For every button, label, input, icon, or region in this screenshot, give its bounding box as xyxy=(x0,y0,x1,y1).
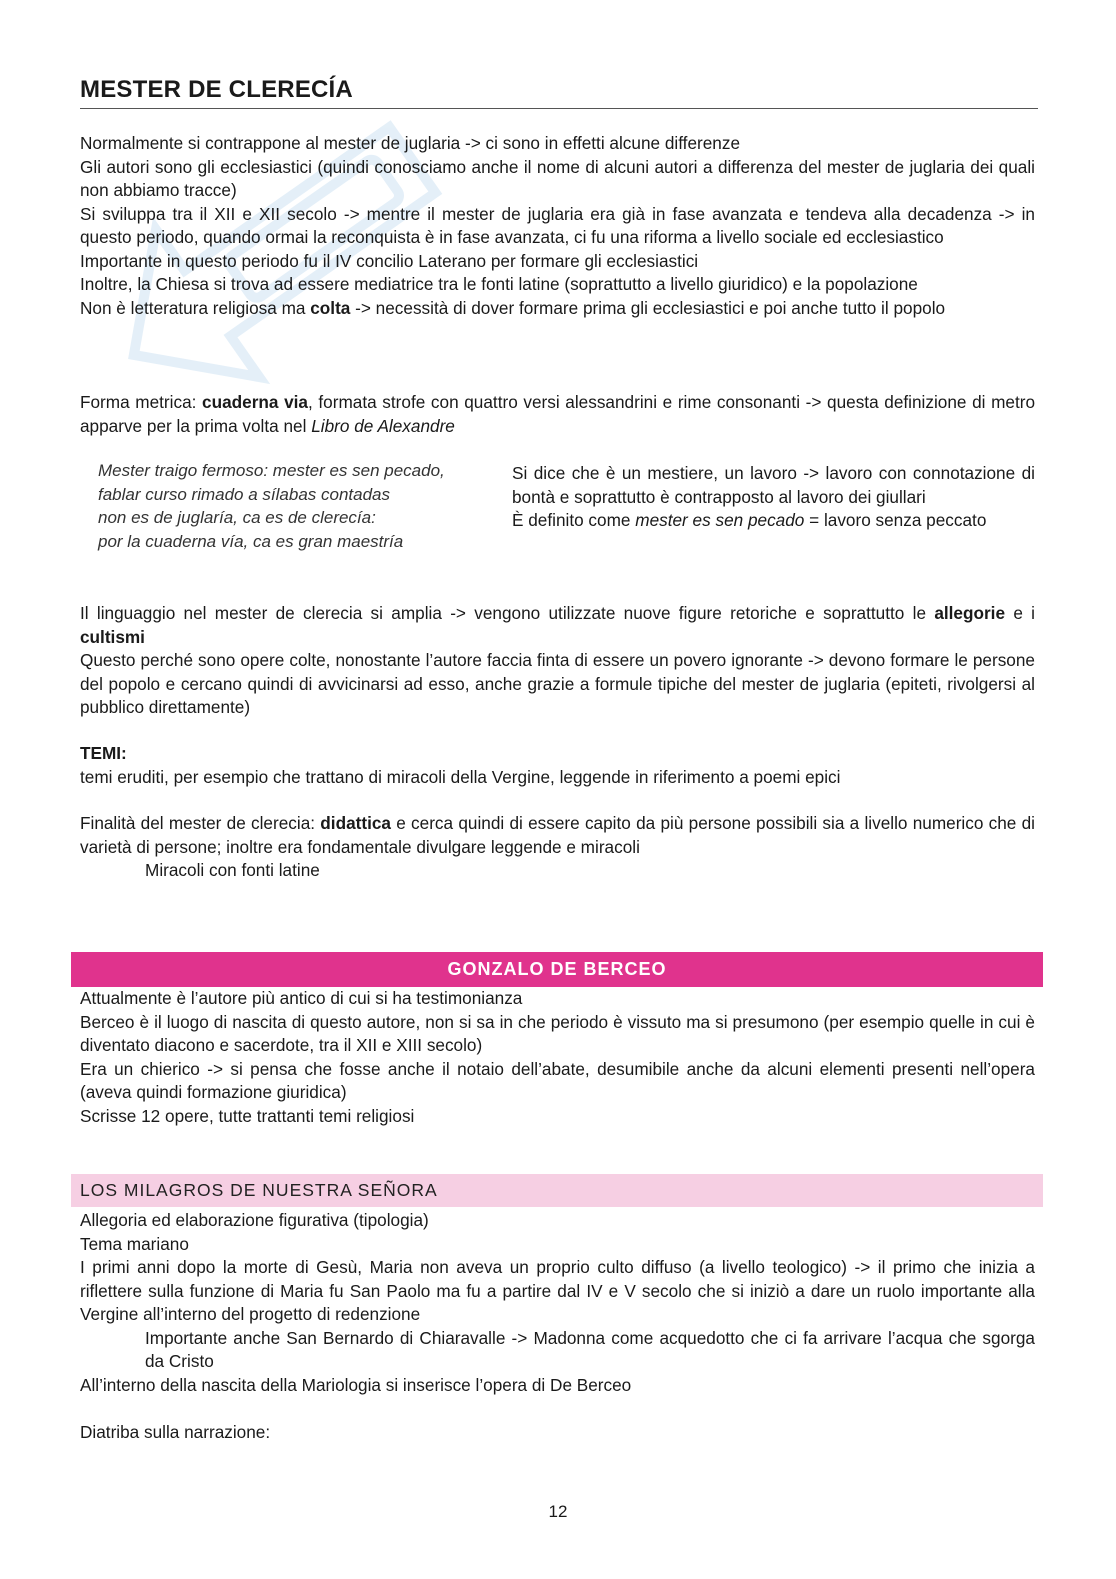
commentary-line: È definito come mester es sen pecado = lavoro senza peccato xyxy=(512,510,987,530)
berceo-line: Scrisse 12 opere, tutte trattanti temi religiosi xyxy=(80,1105,415,1126)
diatriba-line: Diatriba sulla narrazione: xyxy=(80,1421,271,1442)
milagros-line: Allegoria ed elaborazione figurativa (tipologia) xyxy=(80,1210,429,1230)
verse-line: Mester traigo fermoso: mester es sen pecado, xyxy=(98,461,445,480)
intro-line: Gli autori sono gli ecclesiastici (quindi conosciamo anche il nome di alcuni autori a differenza del mester de juglaria dei quali non abbiamo tracce) xyxy=(80,156,1035,200)
milagros-line: Tema mariano xyxy=(80,1233,189,1254)
intro-line: Importante in questo periodo fu il IV concilio Laterano per formare gli ecclesiastici xyxy=(80,250,699,271)
berceo-line: Berceo è il luogo di nascita di questo autore, non si sa in che periodo è vissuto ma si presumono (per esempio quelle in cui è diventato diacono e sacerdote, tra il XII e XIII secolo) xyxy=(80,1011,1035,1055)
berceo-line: Attualmente è l’autore più antico di cui si ha testimonianza xyxy=(80,988,523,1008)
page-title: MESTER DE CLERECÍA xyxy=(80,76,1038,109)
verse-line: por la cuaderna vía, ca es gran maestría xyxy=(98,531,404,551)
verse-quote xyxy=(98,459,482,553)
milagros-line: I primi anni dopo la morte di Gesù, Maria non aveva un proprio culto diffuso (a livello teologico) -> il primo che inizia a riflettere sulla funzione di Maria fu San Paolo ma fu a partire dal IV e V secolo che si iniziò a dare un ruolo importante alla Vergine all’interno del progetto di redenzione xyxy=(80,1257,1035,1324)
intro-line: Normalmente si contrappone al mester de juglaria -> ci sono in effetti alcune differenze xyxy=(80,133,741,153)
berceo-line: Era un chierico -> si pensa che fosse anche il notaio dell’abate, desumibile anche da alcuni elementi presenti nell’opera (aveva quindi formazione giuridica) xyxy=(80,1058,1035,1102)
temi-text: temi eruditi, per esempio che trattano di miracoli della Vergine, leggende in riferimento a poemi epici xyxy=(80,766,841,787)
intro-line: Inoltre, la Chiesa si trova ad essere mediatrice tra le fonti latine (soprattutto a livello giuridico) e la popolazione xyxy=(80,274,918,294)
verse-commentary xyxy=(512,462,1035,533)
milagros-section xyxy=(80,1209,1035,1444)
temi-section xyxy=(80,742,1035,789)
finalita-section xyxy=(80,812,1035,883)
verse-line: fablar curso rimado a sílabas contadas xyxy=(98,484,390,504)
milagros-after: All’interno della nascita della Mariologia si inserisce l’opera di De Berceo xyxy=(80,1374,632,1395)
metrica-section xyxy=(80,391,1035,438)
commentary-line: Si dice che è un mestiere, un lavoro -> lavoro con connotazione di bontà e soprattutto è contrapposto al lavoro dei giullari xyxy=(512,463,1035,507)
milagros-indent: Importante anche San Bernardo di Chiaravalle -> Madonna come acquedotto che ci fa arrivare l’acqua che sgorga da Cristo xyxy=(145,1327,1035,1371)
intro-section xyxy=(80,132,1035,320)
intro-line: Si sviluppa tra il XII e XII secolo -> mentre il mester de juglaria era già in fase avanzata e tendeva alla decadenza -> in questo periodo, quando ormai la reconquista è in fase avanzata, ci fu una riforma a livello sociale ed ecclesiastico xyxy=(80,203,1035,247)
cuaderna-via-bold: cuaderna via xyxy=(202,392,308,412)
linguaggio-paragraph: Il linguaggio nel mester de clerecia si amplia -> vengono utilizzate nuove figure retoriche e soprattutto le allegorie e i cultismi xyxy=(80,603,1035,647)
berceo-section xyxy=(80,987,1035,1128)
metrica-paragraph: Forma metrica: cuaderna via, formata strofe con quattro versi alessandrini e rime consonanti -> questa definizione di metro apparve per la prima volta nel Libro de Alexandre xyxy=(80,392,1036,436)
linguaggio-paragraph-2: Questo perché sono opere colte, nonostante l’autore faccia finta di essere un povero ignorante -> devono formare le persone del popolo e cercano quindi di avvicinarsi ad esso, anche grazie a formule tipiche del mester de juglaria (epiteti, rivolgersi al pubblico direttamente) xyxy=(80,650,1035,717)
section-heading-milagros: LOS MILAGROS DE NUESTRA SEÑORA xyxy=(71,1174,1043,1207)
finalita-paragraph: Finalità del mester de clerecia: didattica e cerca quindi di essere capito da più persone possibili sia a livello numerico che di varietà di persone; inoltre era fondamentale divulgare leggende e miracoli xyxy=(80,813,1035,857)
libro-de-alexandre-title: Libro de Alexandre xyxy=(311,415,455,436)
colta-bold: colta xyxy=(310,297,351,318)
colta-paragraph: Non è letteratura religiosa ma colta -> necessità di dover formare prima gli ecclesiastici e poi anche tutto il popolo xyxy=(80,297,946,318)
verse-line: non es de juglaría, ca es de clerecía: xyxy=(98,508,376,527)
linguaggio-section xyxy=(80,602,1035,720)
finalita-indent: Miracoli con fonti latine xyxy=(145,860,320,880)
section-heading-berceo: GONZALO DE BERCEO xyxy=(71,952,1043,987)
page-number: 12 xyxy=(548,1502,568,1521)
temi-heading: TEMI: xyxy=(80,743,127,763)
